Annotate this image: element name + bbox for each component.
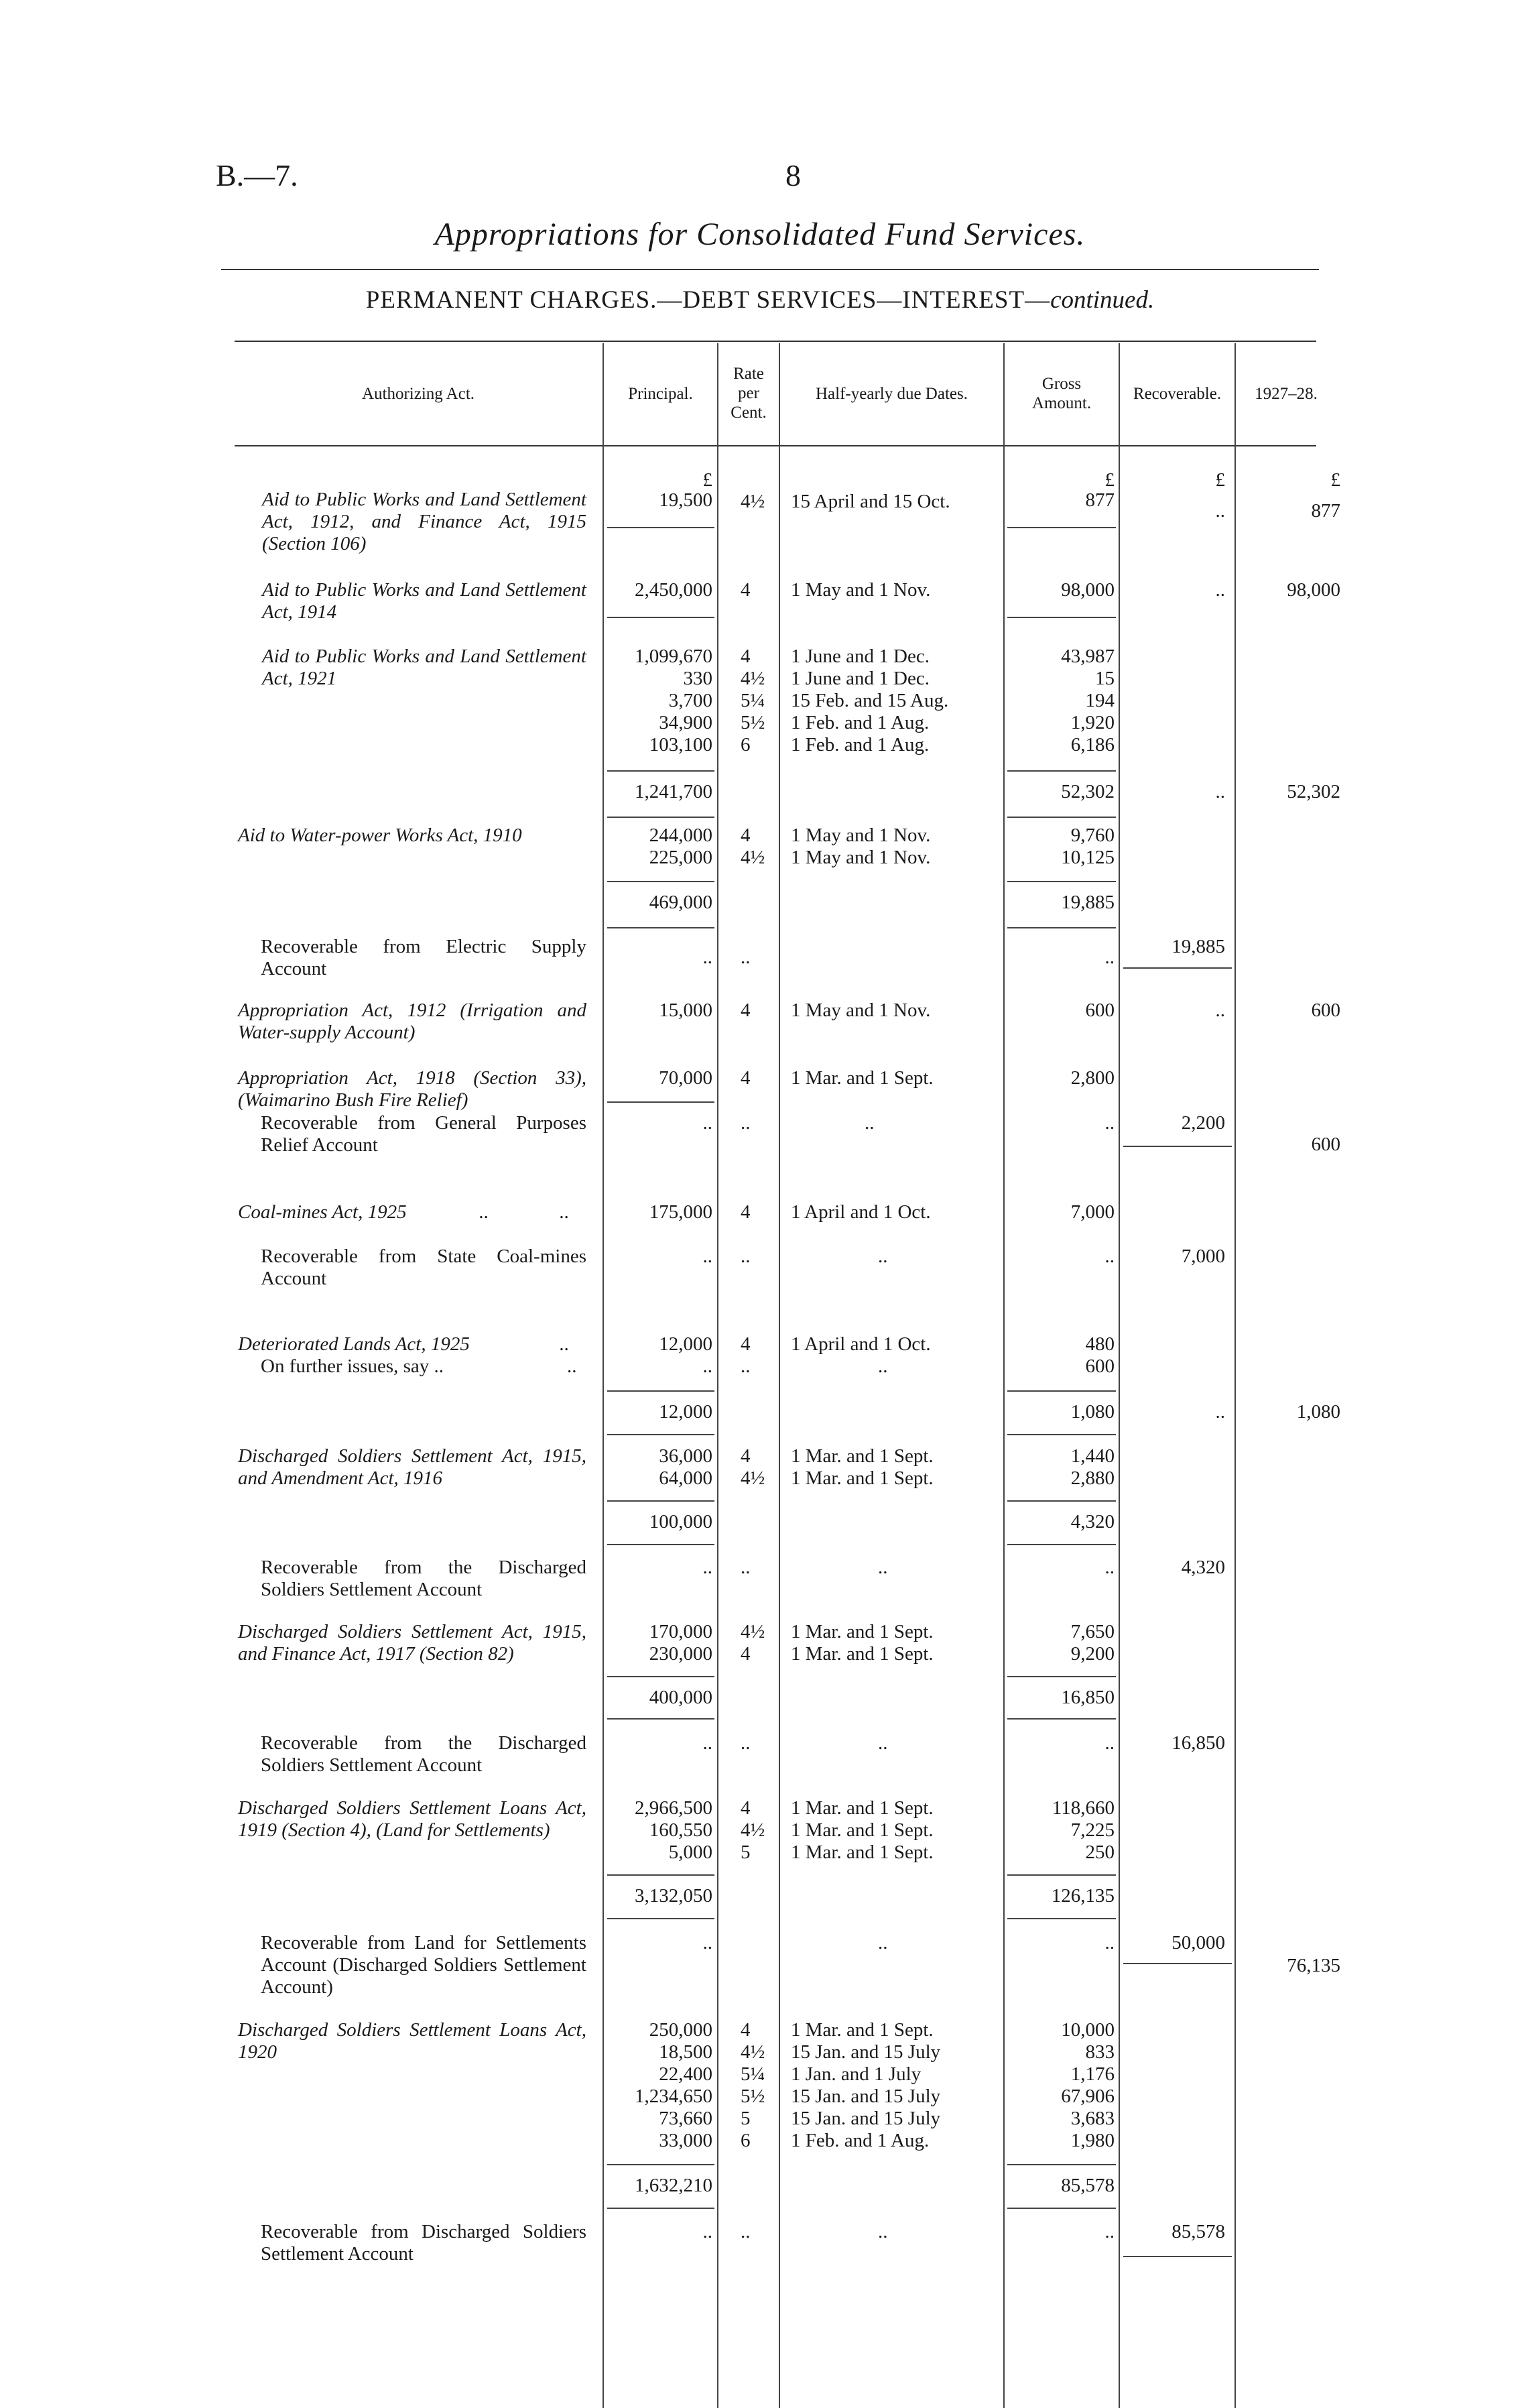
gross-value: 2,800 <box>1070 1067 1115 1089</box>
recoverable-text: Recoverable from Land for Settlements Account (Discharged Soldiers Settlement Account) <box>261 1932 586 1998</box>
dates-value: 15 Feb. and 15 Aug. <box>791 690 949 711</box>
rate-value: 6 <box>741 2130 751 2151</box>
principal-value: .. <box>702 947 712 968</box>
year-total: 76,135 <box>1287 1955 1340 1976</box>
rate-value: 4½ <box>741 491 765 512</box>
dates-value: 1 Mar. and 1 Sept. <box>791 1797 934 1819</box>
principal-rule <box>607 927 714 928</box>
rate-value: .. <box>741 2221 751 2242</box>
header-recoverable: Recoverable. <box>1133 385 1222 403</box>
header-authorizing-act: Authorizing Act. <box>361 385 475 403</box>
rate-value: 4½ <box>741 1819 765 1841</box>
recoverable-value: .. <box>1215 1000 1225 1021</box>
principal-rule <box>607 2208 714 2209</box>
rate-value: .. <box>741 1112 751 1134</box>
recoverable-text: Recoverable from Electric Supply Account <box>261 936 586 979</box>
dates-value: 1 June and 1 Dec. <box>791 646 930 667</box>
dates-value: 1 April and 1 Oct. <box>791 1201 931 1223</box>
gross-value: 1,980 <box>1070 2130 1115 2151</box>
rate-value: 5 <box>741 2108 751 2129</box>
col-rule-rate <box>717 343 718 2408</box>
gross-value: 118,660 <box>1052 1797 1115 1819</box>
subtitle-main: PERMANENT CHARGES.—DEBT SERVICES—INTEREST— <box>365 286 1051 314</box>
principal-sum: 1,241,700 <box>635 781 712 802</box>
principal-sum: 469,000 <box>649 892 712 913</box>
principal-value: 1,234,650 <box>635 2086 712 2107</box>
gross-rule <box>1007 927 1116 928</box>
rate-value: .. <box>741 1732 751 1754</box>
dates-value: .. <box>878 1246 888 1267</box>
header-principal: Principal. <box>628 385 693 403</box>
table-header-rule <box>235 445 1316 446</box>
gross-value: 7,650 <box>1070 1621 1115 1642</box>
gross-sum: 16,850 <box>1061 1687 1115 1708</box>
rate-value: 4½ <box>741 2041 765 2063</box>
principal-value: 160,550 <box>649 1819 712 1841</box>
rate-value: 4 <box>741 1000 751 1021</box>
header-rate <box>718 364 779 422</box>
dates-value: 1 May and 1 Nov. <box>791 579 931 601</box>
header-year: 1927–28. <box>1255 385 1318 403</box>
principal-value: 12,000 <box>659 1333 712 1355</box>
gross-rule <box>1007 527 1116 528</box>
year-total: 877 <box>1311 500 1340 522</box>
principal-rule <box>607 1101 714 1103</box>
principal-value: 2,966,500 <box>635 1797 712 1819</box>
dates-value: 15 Jan. and 15 July <box>791 2041 941 2063</box>
rate-value: .. <box>741 1356 751 1377</box>
principal-rule <box>607 1718 714 1720</box>
dates-value: 1 Feb. and 1 Aug. <box>791 712 930 733</box>
gross-sum: 126,135 <box>1051 1885 1115 1907</box>
header-rate-line1: Rate <box>733 365 764 383</box>
principal-value: 170,000 <box>649 1621 712 1642</box>
recoverable-rule <box>1123 2256 1232 2257</box>
dates-value: 1 Mar. and 1 Sept. <box>791 1842 934 1863</box>
recoverable-value: 4,320 <box>1181 1557 1225 1578</box>
gross-rule <box>1007 1676 1116 1677</box>
gross-value: 2,880 <box>1070 1467 1115 1489</box>
gross-value: .. <box>1104 1557 1115 1578</box>
principal-rule <box>607 770 714 772</box>
dates-value: 1 May and 1 Nov. <box>791 1000 931 1021</box>
dates-value: 1 Mar. and 1 Sept. <box>791 1643 934 1665</box>
principal-value: 22,400 <box>659 2063 712 2085</box>
dates-value: 1 Feb. and 1 Aug. <box>791 2130 930 2151</box>
gross-value: .. <box>1104 947 1115 968</box>
dates-value: .. <box>878 1557 888 1578</box>
recoverable-currency: £ <box>1215 469 1225 491</box>
header-gross-line2: Amount. <box>1031 394 1092 412</box>
gross-value: .. <box>1104 2221 1115 2242</box>
rate-value: 5¼ <box>741 2063 765 2085</box>
gross-sum: 1,080 <box>1070 1401 1115 1423</box>
gross-value: 7,000 <box>1070 1201 1115 1223</box>
dates-value: 15 Jan. and 15 July <box>791 2108 941 2129</box>
gross-value: 15 <box>1095 668 1115 689</box>
col-rule-dates <box>779 343 780 2408</box>
leader-dots: .. <box>434 1356 444 1377</box>
header-gross-line1: Gross <box>1041 375 1082 393</box>
principal-value: 5,000 <box>668 1842 712 1863</box>
recoverable-value: .. <box>1215 579 1225 601</box>
principal-rule <box>607 617 714 618</box>
principal-value: 19,500 <box>659 489 712 511</box>
principal-rule <box>607 2164 714 2165</box>
recoverable-value: 19,885 <box>1171 936 1225 957</box>
recoverable-value: 50,000 <box>1171 1932 1225 1953</box>
table-top-rule <box>235 341 1316 342</box>
header-gross <box>1005 374 1119 413</box>
act-text: Appropriation Act, 1912 (Irrigation and Water-supply Account) <box>238 1000 586 1043</box>
dates-value: 15 April and 15 Oct. <box>791 491 950 512</box>
gross-sum: 85,578 <box>1061 2175 1115 2196</box>
page-title: Appropriations for Consolidated Fund Services. <box>434 217 1086 252</box>
recoverable-value: .. <box>1215 1401 1225 1423</box>
dates-value: 1 Feb. and 1 Aug. <box>791 734 930 756</box>
gross-value: 250 <box>1085 1842 1115 1863</box>
principal-sum: 12,000 <box>659 1401 712 1423</box>
recoverable-rule <box>1123 967 1232 969</box>
dates-value: .. <box>878 2221 888 2242</box>
principal-value: 175,000 <box>649 1201 712 1223</box>
principal-value: .. <box>702 1557 712 1578</box>
principal-value: .. <box>702 1112 712 1134</box>
act-text: Discharged Soldiers Settlement Loans Act, 1920 <box>238 2019 586 2063</box>
act-text: Aid to Public Works and Land Settlement Act, 1921 <box>262 646 586 689</box>
act-text: Aid to Public Works and Land Settlement Act, 1912, and Finance Act, 1915 (Section 106) <box>262 489 586 554</box>
principal-value: .. <box>702 1246 712 1267</box>
principal-value: 2,450,000 <box>635 579 712 601</box>
gross-sum: 52,302 <box>1061 781 1115 802</box>
principal-currency: £ <box>702 469 712 491</box>
principal-rule <box>607 1390 714 1392</box>
gross-value: 9,760 <box>1070 825 1115 846</box>
gross-value: 1,176 <box>1070 2063 1115 2085</box>
subtitle-continued: continued. <box>1050 286 1155 314</box>
principal-value: 33,000 <box>659 2130 712 2151</box>
act-text: Discharged Soldiers Settlement Act, 1915, and Amendment Act, 1916 <box>238 1445 586 1489</box>
year-currency: £ <box>1330 469 1340 491</box>
gross-rule <box>1007 617 1116 618</box>
rate-value: 4 <box>741 825 751 846</box>
leader-dots: .. <box>479 1201 489 1223</box>
principal-value: 18,500 <box>659 2041 712 2063</box>
gross-rule <box>1007 2164 1116 2165</box>
leader-dots: .. <box>567 1356 577 1377</box>
rate-value: 4 <box>741 2019 751 2041</box>
dates-value: 1 May and 1 Nov. <box>791 825 931 846</box>
principal-sum: 400,000 <box>649 1687 712 1708</box>
gross-value: 600 <box>1085 1000 1115 1021</box>
title-rule <box>221 269 1319 270</box>
principal-value: .. <box>702 2221 712 2242</box>
year-total: 600 <box>1311 1000 1340 1021</box>
year-total: 1,080 <box>1296 1401 1340 1423</box>
principal-rule <box>607 1918 714 1919</box>
gross-rule <box>1007 770 1116 772</box>
rate-value: 4½ <box>741 668 765 689</box>
rate-value: 5½ <box>741 2086 765 2107</box>
rate-value: 4 <box>741 646 751 667</box>
gross-rule <box>1007 1390 1116 1392</box>
year-total: 52,302 <box>1287 781 1340 802</box>
gross-rule <box>1007 1434 1116 1435</box>
gross-currency: £ <box>1104 469 1115 491</box>
recoverable-rule <box>1123 1146 1232 1147</box>
rate-value: 4 <box>741 579 751 601</box>
dates-value: 1 Jan. and 1 July <box>791 2063 922 2085</box>
col-rule-recoverable <box>1119 343 1120 2408</box>
gross-sum: 19,885 <box>1061 892 1115 913</box>
gross-value: 10,125 <box>1061 847 1115 868</box>
gross-value: 67,906 <box>1061 2086 1115 2107</box>
principal-sum: 3,132,050 <box>635 1885 712 1907</box>
principal-rule <box>607 527 714 528</box>
act-text: Discharged Soldiers Settlement Loans Act, 1919 (Section 4), (Land for Settlements) <box>238 1797 586 1841</box>
rate-value: 4½ <box>741 847 765 868</box>
recoverable-value: 85,578 <box>1171 2221 1225 2242</box>
recoverable-text: Recoverable from Discharged Soldiers Settlement Account <box>261 2221 586 2265</box>
principal-value: 230,000 <box>649 1643 712 1665</box>
gross-rule <box>1007 881 1116 882</box>
act-text <box>238 1201 586 1223</box>
gross-value: 98,000 <box>1061 579 1115 601</box>
principal-value: .. <box>702 1356 712 1377</box>
principal-rule <box>607 1500 714 1502</box>
recoverable-text: Recoverable from General Purposes Relief Account <box>261 1112 586 1156</box>
principal-value: 330 <box>683 668 712 689</box>
principal-value: 73,660 <box>659 2108 712 2129</box>
principal-value: 250,000 <box>649 2019 712 2041</box>
recoverable-rule <box>1123 1963 1232 1964</box>
document-reference: B.—7. <box>216 158 298 192</box>
principal-value: 1,099,670 <box>635 646 712 667</box>
dates-value: 1 May and 1 Nov. <box>791 847 931 868</box>
further-issues-text <box>261 1356 444 1378</box>
gross-rule <box>1007 1544 1116 1545</box>
year-total: 600 <box>1311 1134 1340 1155</box>
principal-rule <box>607 817 714 818</box>
rate-value: 4 <box>741 1067 751 1089</box>
principal-rule <box>607 1544 714 1545</box>
recoverable-value: 16,850 <box>1171 1732 1225 1754</box>
gross-value: .. <box>1104 1932 1115 1953</box>
dates-value: 1 June and 1 Dec. <box>791 668 930 689</box>
gross-value: 877 <box>1085 489 1115 511</box>
rate-value: 4 <box>741 1797 751 1819</box>
dates-value: 1 Mar. and 1 Sept. <box>791 1067 934 1089</box>
principal-value: 15,000 <box>659 1000 712 1021</box>
rate-value: 4 <box>741 1201 751 1223</box>
dates-value: 1 Mar. and 1 Sept. <box>791 1467 934 1489</box>
gross-value: .. <box>1104 1112 1115 1134</box>
header-rate-line3: Cent. <box>731 404 767 422</box>
header-rate-line2: per <box>738 384 759 402</box>
gross-value: .. <box>1104 1246 1115 1267</box>
rate-value: 4 <box>741 1445 751 1467</box>
principal-rule <box>607 1874 714 1876</box>
act-name: Coal-mines Act, 1925 <box>238 1201 407 1223</box>
gross-rule <box>1007 1718 1116 1720</box>
dates-value: .. <box>878 1732 888 1754</box>
gross-value: .. <box>1104 1732 1115 1754</box>
recoverable-value: .. <box>1215 500 1225 522</box>
rate-value: .. <box>741 1246 751 1267</box>
rate-value: 4½ <box>741 1467 765 1489</box>
recoverable-text: Recoverable from the Discharged Soldiers Settlement Account <box>261 1732 586 1776</box>
gross-value: 1,920 <box>1070 712 1115 733</box>
leader-dots: .. <box>560 1333 570 1355</box>
gross-value: 6,186 <box>1070 734 1115 756</box>
rate-value: 6 <box>741 734 751 756</box>
gross-sum: 4,320 <box>1070 1511 1115 1532</box>
section-subtitle <box>0 286 1520 314</box>
recoverable-value: 2,200 <box>1181 1112 1225 1134</box>
dates-value: .. <box>878 1356 888 1377</box>
recoverable-text: Recoverable from the Discharged Soldiers Settlement Account <box>261 1557 586 1600</box>
act-text: Discharged Soldiers Settlement Act, 1915, and Finance Act, 1917 (Section 82) <box>238 1621 586 1665</box>
dates-value: .. <box>865 1112 875 1134</box>
rate-value: 5¼ <box>741 690 765 711</box>
gross-value: 1,440 <box>1070 1445 1115 1467</box>
rate-value: .. <box>741 947 751 968</box>
gross-value: 7,225 <box>1070 1819 1115 1841</box>
principal-value: 244,000 <box>649 825 712 846</box>
principal-rule <box>607 1434 714 1435</box>
principal-sum: 1,632,210 <box>635 2175 712 2196</box>
gross-value: 833 <box>1085 2041 1115 2063</box>
principal-value: .. <box>702 1932 712 1953</box>
principal-value: 225,000 <box>649 847 712 868</box>
act-text: Appropriation Act, 1918 (Section 33), (Waimarino Bush Fire Relief) <box>238 1067 586 1111</box>
gross-value: 480 <box>1085 1333 1115 1355</box>
rate-value: 4 <box>741 1643 751 1665</box>
recoverable-value: .. <box>1215 781 1225 802</box>
gross-rule <box>1007 1500 1116 1502</box>
header-dates: Half-yearly due Dates. <box>816 385 968 403</box>
gross-value: 3,683 <box>1070 2108 1115 2129</box>
dates-value: .. <box>878 1932 888 1953</box>
gross-rule <box>1007 1918 1116 1919</box>
gross-value: 600 <box>1085 1356 1115 1377</box>
rate-value: 5½ <box>741 712 765 733</box>
dates-value: 1 Mar. and 1 Sept. <box>791 2019 934 2041</box>
principal-value: 64,000 <box>659 1467 712 1489</box>
page-number: 8 <box>785 158 801 192</box>
principal-value: 36,000 <box>659 1445 712 1467</box>
gross-value: 10,000 <box>1061 2019 1115 2041</box>
gross-value: 9,200 <box>1070 1643 1115 1665</box>
principal-value: 70,000 <box>659 1067 712 1089</box>
rate-value: 4 <box>741 1333 751 1355</box>
act-text: Aid to Public Works and Land Settlement Act, 1914 <box>262 579 586 623</box>
gross-value: 43,987 <box>1061 646 1115 667</box>
col-rule-gross <box>1003 343 1005 2408</box>
year-total: 98,000 <box>1287 579 1340 601</box>
rate-value: 4½ <box>741 1621 765 1642</box>
dates-value: 1 April and 1 Oct. <box>791 1333 931 1355</box>
dates-value: 15 Jan. and 15 July <box>791 2086 941 2107</box>
recoverable-value: 7,000 <box>1181 1246 1225 1267</box>
gross-rule <box>1007 2208 1116 2209</box>
principal-value: 34,900 <box>659 712 712 733</box>
further-issues-label: On further issues, say <box>261 1356 430 1377</box>
dates-value: 1 Mar. and 1 Sept. <box>791 1445 934 1467</box>
leader-dots: .. <box>560 1201 570 1223</box>
dates-value: 1 Mar. and 1 Sept. <box>791 1819 934 1841</box>
principal-sum: 100,000 <box>649 1511 712 1532</box>
rate-value: .. <box>741 1557 751 1578</box>
recoverable-text: Recoverable from State Coal-mines Account <box>261 1246 586 1289</box>
col-rule-principal <box>603 343 604 2408</box>
principal-rule <box>607 1676 714 1677</box>
act-text: Aid to Water-power Works Act, 1910 <box>238 825 522 846</box>
principal-value: 103,100 <box>649 734 712 756</box>
gross-value: 194 <box>1085 690 1115 711</box>
principal-rule <box>607 881 714 882</box>
col-rule-year <box>1234 343 1236 2408</box>
principal-value: .. <box>702 1732 712 1754</box>
dates-value: 1 Mar. and 1 Sept. <box>791 1621 934 1642</box>
principal-value: 3,700 <box>668 690 712 711</box>
act-name: Deteriorated Lands Act, 1925 <box>238 1333 470 1355</box>
gross-rule <box>1007 817 1116 818</box>
gross-rule <box>1007 1874 1116 1876</box>
act-text <box>238 1333 586 1356</box>
rate-value: 5 <box>741 1842 751 1863</box>
